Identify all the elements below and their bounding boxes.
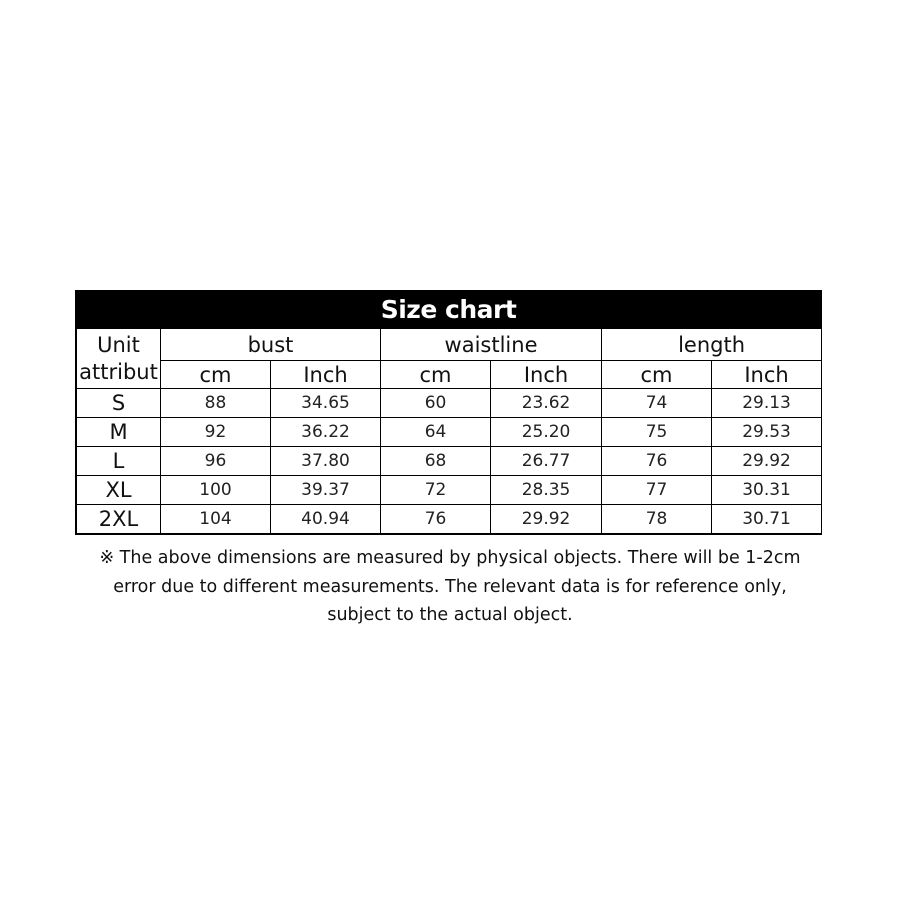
unit-header-length-cm: cm [602, 361, 712, 389]
group-header-length: length [602, 329, 822, 361]
table-cell: 78 [602, 505, 712, 534]
unit-header-waistline-cm: cm [381, 361, 491, 389]
unit-header-length-inch: Inch [712, 361, 822, 389]
table-cell: 29.13 [712, 389, 822, 418]
table-cell: 39.37 [271, 476, 381, 505]
unit-header-row [77, 361, 822, 389]
group-header-waistline: waistline [381, 329, 602, 361]
table-cell: 75 [602, 418, 712, 447]
size-label: XL [77, 476, 161, 505]
table-cell: 77 [602, 476, 712, 505]
size-label: S [77, 389, 161, 418]
table-cell: 29.92 [712, 447, 822, 476]
unit-header-waistline-inch: Inch [491, 361, 602, 389]
unit-header-bust-cm: cm [161, 361, 271, 389]
table-row [77, 447, 822, 476]
note-line-1: ※ The above dimensions are measured by physical objects. There will be 1-2cm [99, 548, 801, 568]
table-cell: 88 [161, 389, 271, 418]
table-cell: 40.94 [271, 505, 381, 534]
size-label: M [77, 418, 161, 447]
group-header-row [77, 329, 822, 361]
unit-attribute-header [77, 329, 161, 389]
size-chart [75, 290, 822, 535]
chart-title: Size chart [76, 291, 821, 328]
table-cell: 30.71 [712, 505, 822, 534]
unit-label: Unit [97, 332, 140, 357]
table-cell: 36.22 [271, 418, 381, 447]
table-cell: 76 [381, 505, 491, 534]
table-row [77, 476, 822, 505]
table-cell: 26.77 [491, 447, 602, 476]
table-cell: 60 [381, 389, 491, 418]
note-line-3: subject to the actual object. [327, 605, 573, 625]
table-row [77, 505, 822, 534]
table-cell: 74 [602, 389, 712, 418]
measurement-note [40, 544, 860, 630]
group-header-bust: bust [161, 329, 381, 361]
table-row [77, 418, 822, 447]
table-cell: 30.31 [712, 476, 822, 505]
table-cell: 29.53 [712, 418, 822, 447]
table-cell: 29.92 [491, 505, 602, 534]
table-cell: 25.20 [491, 418, 602, 447]
table-cell: 34.65 [271, 389, 381, 418]
table-row [77, 389, 822, 418]
unit-header-bust-inch: Inch [271, 361, 381, 389]
table-cell: 28.35 [491, 476, 602, 505]
table-cell: 76 [602, 447, 712, 476]
attribute-label: attribut [79, 359, 158, 384]
table-cell: 37.80 [271, 447, 381, 476]
table-cell: 104 [161, 505, 271, 534]
table-cell: 23.62 [491, 389, 602, 418]
table-cell: 96 [161, 447, 271, 476]
table-cell: 64 [381, 418, 491, 447]
table-cell: 68 [381, 447, 491, 476]
note-line-2: error due to different measurements. The relevant data is for reference only, [113, 576, 787, 597]
size-label: L [77, 447, 161, 476]
table-cell: 100 [161, 476, 271, 505]
size-label: 2XL [77, 505, 161, 534]
table-cell: 92 [161, 418, 271, 447]
table-cell: 72 [381, 476, 491, 505]
size-table [76, 328, 822, 534]
